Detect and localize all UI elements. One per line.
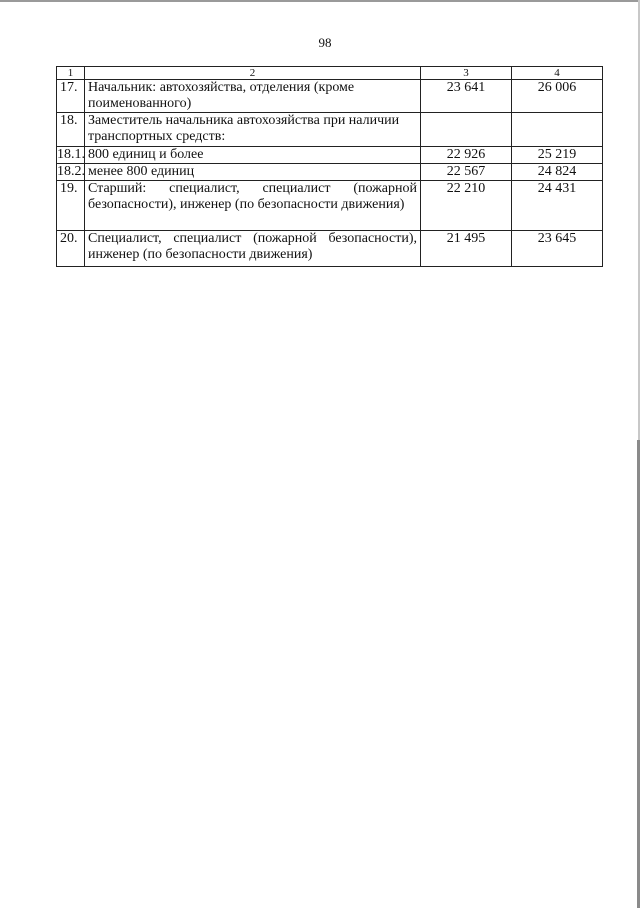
row-position: Специалист, специалист (пожарной безопасности), инженер (по безопасности движения) <box>85 231 421 267</box>
table-row <box>57 147 603 164</box>
row-position: менее 800 единиц <box>85 164 421 181</box>
row-value-col4: 24 431 <box>512 181 603 231</box>
row-position: Заместитель начальника автохозяйства при наличии транспортных средств: <box>85 113 421 147</box>
row-value-col3: 21 495 <box>421 231 512 267</box>
table-row <box>57 181 603 231</box>
table-header-row <box>57 67 603 80</box>
row-position: 800 единиц и более <box>85 147 421 164</box>
row-position: Старший: специалист, специалист (пожарной безопасности), инженер (по безопасности движения) <box>85 181 421 231</box>
table-row <box>57 113 603 147</box>
row-number: 18.2. <box>57 164 85 179</box>
row-value-col3: 22 210 <box>421 181 512 231</box>
row-value-col4: 26 006 <box>512 80 603 113</box>
row-number: 18. <box>57 113 85 147</box>
table-row <box>57 80 603 113</box>
scan-top-edge <box>0 0 640 2</box>
column-header: 1 <box>57 67 85 80</box>
column-header: 3 <box>421 67 512 80</box>
row-value-col4: 25 219 <box>512 147 603 164</box>
salary-table <box>56 66 603 267</box>
row-position: Начальник: автохозяйства, отделения (кроме поименованного) <box>85 80 421 113</box>
table-row <box>57 231 603 267</box>
row-number: 20. <box>57 231 85 267</box>
column-header: 2 <box>85 67 421 80</box>
row-value-col3: 22 567 <box>421 164 512 181</box>
row-value-col3 <box>421 113 512 147</box>
row-number: 17. <box>57 80 85 113</box>
row-value-col4 <box>512 113 603 147</box>
row-value-col4: 23 645 <box>512 231 603 267</box>
row-number: 18.1. <box>57 147 85 162</box>
row-value-col4: 24 824 <box>512 164 603 181</box>
row-value-col3: 23 641 <box>421 80 512 113</box>
row-number: 19. <box>57 181 85 231</box>
row-value-col3: 22 926 <box>421 147 512 164</box>
column-header: 4 <box>512 67 603 80</box>
page-number: 98 <box>318 35 332 50</box>
table-row <box>57 164 603 181</box>
